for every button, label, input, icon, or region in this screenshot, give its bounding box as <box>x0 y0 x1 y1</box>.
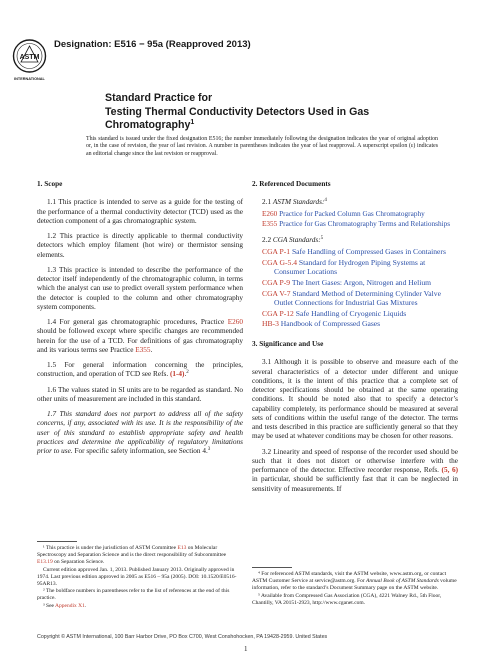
footnote-rule <box>252 567 292 568</box>
cga-standard-title[interactable]: Safe Handling of Cryogenic Liquids <box>293 308 407 318</box>
footnote-1-edition: Current edition approved Jan. 1, 2013. Published January 2013. Originally approved in 1974. Last previous edition approved in 2005 as E516 – 95a (2005). DOI: 10.1520/E0516-95AR13. <box>37 566 237 587</box>
section-3-heading: 3. Significance and Use <box>252 340 324 348</box>
cga-standard-item[interactable] <box>262 309 458 319</box>
cga-standard-code[interactable]: CGA P-12 <box>262 308 294 318</box>
footnotes-right <box>252 567 458 608</box>
para-1-3: 1.3 This practice is intended to describe the performance of the detector itself independently of the chromatographic column, in terms which the analyst can use to predict overall system performance when the detector is coupled to the column and other chromatography system components. <box>37 265 243 311</box>
para-1-6: 1.6 The values stated in SI units are to be regarded as standard. No other units of measurement are included in this standard. <box>37 385 243 403</box>
astm-standard-code[interactable]: E260 <box>262 209 278 218</box>
footnotes-left <box>37 541 243 611</box>
designation: Designation: E516 − 95a (Reapproved 2013) <box>54 39 251 50</box>
cga-standard-title[interactable]: The Inert Gases: Argon, Nitrogen and Helium <box>290 278 432 288</box>
astm-standard-item[interactable] <box>262 220 458 229</box>
astm-logo <box>12 38 47 86</box>
footnote-3: ³ See Appendix X1. <box>43 603 87 610</box>
footnote-marker-2[interactable]: 2 <box>186 370 189 376</box>
cga-standard-code[interactable]: HB-3 <box>262 319 279 329</box>
astm-standard-code[interactable]: E355 <box>262 219 278 228</box>
title-line-1: Standard Practice for <box>105 92 213 104</box>
cga-standard-item[interactable] <box>262 258 458 277</box>
astm-standard-title[interactable]: Practice for Gas Chromatography Terms and Relationships <box>277 219 451 228</box>
document-title <box>105 92 425 133</box>
para-1-5: 1.5 For general information concerning the principles, construction, and operation of TCD see Refs. (1-4).$^2$ <box>37 361 243 379</box>
cga-standard-title[interactable]: Standard Method of Determining Cylinder Valve Outlet Connections for Industrial Gas Mixtures <box>274 288 441 308</box>
cga-standard-item[interactable] <box>262 319 458 329</box>
astm-standard-item[interactable] <box>262 210 458 219</box>
cga-standard-title[interactable]: Standard for Hydrogen Piping Systems at Consumer Locations <box>274 257 426 277</box>
cga-standard-code[interactable]: CGA V-7 <box>262 288 291 298</box>
footnote-rule <box>37 541 77 542</box>
para-3-2: 3.2 Linearity and speed of response of the recorder used should be such that it does not distort or otherwise interfere with the performance of the detector. Effective recorder response, Refs. (5, 6) in particular, should be sufficiently fast that it can be neglected in sensitivity of measurements. If <box>252 447 458 493</box>
right-column <box>252 180 458 500</box>
cga-standards-label: 2.2 CGA Standards:$^5$ <box>262 236 324 244</box>
cga-standard-code[interactable]: CGA G-5.4 <box>262 257 298 267</box>
cga-standard-item[interactable] <box>262 289 458 308</box>
cga-standard-code[interactable]: CGA P-1 <box>262 247 291 257</box>
title-footnote-marker: 1 <box>190 119 195 126</box>
footnote-1: ¹ This practice is under the jurisdiction of ASTM Committee E13 on Molecular Spectroscopy and Separation Science and is the direct responsibility of Subcommittee E13.19 on Separation Science. <box>37 545 227 565</box>
astm-standards-list <box>252 210 458 230</box>
left-column <box>37 180 243 462</box>
para-1-4: 1.4 For general gas chromatographic procedures, Practice E260 should be followed except where specific changes are recommended herein for the use of a TCD. For definitions of gas chromatography and its various terms see Practice E355. <box>37 318 243 354</box>
footnote-4: ⁴ For referenced ASTM standards, visit the ASTM website, www.astm.org, or contact ASTM Customer Service at service@astm.org. For Annual Book of ASTM Standards volume information, refer to the standard’s Document Summary page on the ASTM website. <box>252 571 457 591</box>
cga-standards-list <box>252 247 458 329</box>
para-1-1: 1.1 This practice is intended to serve as a guide for the testing of the performance of a thermal conductivity detector (TCD) used as the detection component of a gas chromatographic system. <box>37 198 243 225</box>
footnote-2: ² The boldface numbers in parentheses refer to the list of references at the end of this practice. <box>37 588 230 602</box>
para-1-2: 1.2 This practice is directly applicable to thermal conductivity detectors which employ filament (hot wire) or thermistor sensing elements. <box>37 232 243 259</box>
link-e260[interactable]: E260 <box>227 318 243 326</box>
logo-subtext: INTERNATIONAL <box>14 77 45 81</box>
logo-text: ASTM <box>19 54 40 61</box>
section-1-heading: 1. Scope <box>37 180 63 188</box>
link-e355[interactable]: E355 <box>135 345 151 354</box>
title-line-2: Testing Thermal Conductivity Detectors Used in Gas Chromatography$^1$ <box>105 105 370 131</box>
link-e13[interactable]: E13 <box>177 545 187 551</box>
cga-standard-item[interactable] <box>262 278 458 288</box>
ref-1-4[interactable]: (1-4) <box>169 370 185 379</box>
cga-standard-item[interactable] <box>262 247 458 257</box>
page-number: 1 <box>244 645 248 653</box>
cga-standard-title[interactable]: Safe Handling of Compressed Gases in Containers <box>290 247 446 257</box>
section-2-heading: 2. Referenced Documents <box>252 180 331 188</box>
footnote-5: ⁵ Available from Compressed Gas Association (CGA), 4221 Walney Rd., 5th Floor, Chantilly, VA 20151-2923, http://www.cganet.com. <box>252 592 442 606</box>
ref-5-6[interactable]: (5, 6) <box>441 466 458 474</box>
footnote-marker-3[interactable]: 3 <box>207 447 211 452</box>
issued-under-note: This standard is issued under the fixed designation E516; the number immediately following the designation indicates the year of original adoption or, in the case of revision, the year of last revision. A number in parentheses indicates the year of last reapproval. A superscript epsilon (ε) indicates an editorial change since the last revision or reapproval. <box>86 136 438 157</box>
copyright-line: Copyright © ASTM International, 100 Barr Harbor Drive, PO Box C700, West Conshohocken, PA 19428-2959. United States <box>37 634 328 640</box>
astm-standard-title[interactable]: Practice for Packed Column Gas Chromatography <box>277 209 425 218</box>
cga-standard-title[interactable]: Handbook of Compressed Gases <box>278 319 381 329</box>
para-3-1: 3.1 Although it is possible to observe and measure each of the several characteristics of a detector under different and unique conditions, it is the intent of this practice that a complete set of detector specifications should be obtained at the same operating conditions. It should be noted also that to specify a detector’s capability completely, its performance should be measured at several sets of conditions within the useful range of the detector. The terms and tests described in this practice are sufficiently general so that they may be used at whatever conditions may be chosen for other reasons. <box>252 358 458 441</box>
link-e13-19[interactable]: E13.19 <box>37 558 53 565</box>
cga-standard-code[interactable]: CGA P-9 <box>262 278 291 288</box>
astm-standards-label: 2.1 ASTM Standards:$^4$ <box>262 198 327 207</box>
link-appendix-x1[interactable]: Appendix X1 <box>55 603 85 610</box>
para-1-7: 1.7 This standard does not purport to address all of the safety concerns, if any, associated with its use. It is the responsibility of the user of this standard to establish appropriate safety and health practices and determine the applicability of regulatory limitations prior to use. For specific safety information, see Section 4.$^3$ <box>37 410 243 455</box>
